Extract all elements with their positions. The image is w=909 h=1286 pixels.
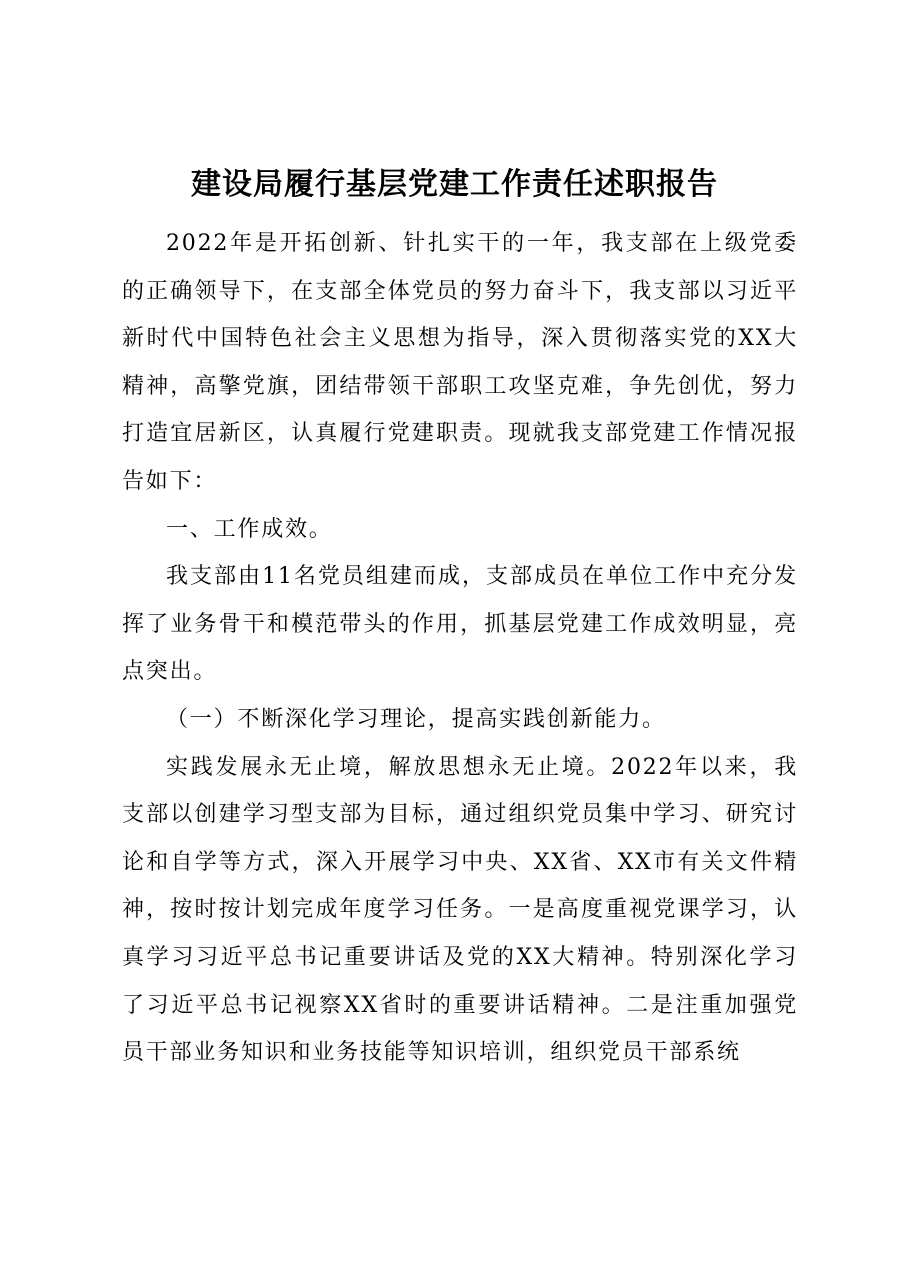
- paragraph-intro: 2022年是开拓创新、针扎实干的一年，我支部在上级党委的正确领导下，在支部全体党员的努力奋斗下，我支部以习近平新时代中国特色社会主义思想为指导，深入贯彻落实党的XX大精神，高擎党旗，团结带领干部职工攻坚克难，争先创优，努力打造宜居新区，认真履行党建职责。现就我支部党建工作情况报告如下：: [122, 231, 798, 494]
- paragraph-branch-overview: 我支部由11名党员组建而成，支部成员在单位工作中充分发挥了业务骨干和模范带头的作用，抓基层党建工作成效明显，亮点突出。: [122, 564, 798, 685]
- paragraph-study-details: 实践发展永无止境，解放思想永无止境。2022年以来，我支部以创建学习型支部为目标，通过组织党员集中学习、研究讨论和自学等方式，深入开展学习中央、XX省、XX市有关文件精神，按时按计划完成年度学习任务。一是高度重视党课学习，认真学习习近平总书记重要讲话及党的XX大精神。特别深化学习了习近平总书记视察XX省时的重要讲话精神。二是注重加强党员干部业务知识和业务技能等知识培训，组织党员干部系统: [122, 754, 798, 1066]
- document-title: 建设局履行基层党建工作责任述职报告: [191, 167, 718, 202]
- document-body: [122, 220, 798, 1077]
- section-heading-work-results: 一、工作成效。: [166, 516, 333, 542]
- subsection-heading-study-theory: （一）不断深化学习理论，提高实践创新能力。: [166, 706, 666, 732]
